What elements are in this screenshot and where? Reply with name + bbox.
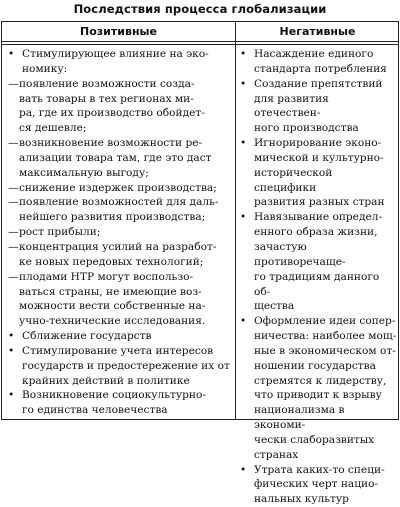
bullet-marker: • bbox=[240, 77, 247, 90]
dash-marker: — bbox=[8, 270, 19, 283]
positive-subitem-text: появление возможности созда- вать товары в тех регионах ми- ра, где их производство обойдет- ся дешевле; bbox=[19, 77, 205, 135]
positive-subitem bbox=[8, 225, 234, 240]
header-rule-bottom bbox=[2, 44, 398, 45]
positive-subitem-text: появление возможностей для даль- нейшего развития производства; bbox=[19, 196, 219, 224]
bullet-marker: • bbox=[240, 48, 247, 60]
dash-marker: — bbox=[8, 181, 19, 194]
header-rule-top bbox=[2, 41, 398, 42]
positive-item-text: Возникновение социокультурно- го единства человечества bbox=[22, 389, 206, 417]
negative-item-text: Игнорирование эконо- мической и культурно- исторической специфики развития разных стран bbox=[254, 137, 385, 209]
dash-marker: — bbox=[8, 137, 19, 150]
positive-subitem-text: плодами НТР могут воспользо- ваться страны, не имеющие воз- можности вести собственные на- учно-технические исследования. bbox=[19, 270, 206, 328]
positive-subitem bbox=[8, 136, 234, 181]
positive-subitem bbox=[8, 181, 234, 196]
negative-item bbox=[240, 47, 397, 77]
positive-subitem bbox=[8, 195, 234, 225]
bullet-marker: • bbox=[8, 330, 15, 343]
positive-item bbox=[8, 344, 234, 389]
negative-item-text: Навязывание определ- енного образа жизни, зачастую противоречаще- го традициям данного об- щества bbox=[254, 211, 383, 313]
bullet-marker: • bbox=[8, 48, 15, 60]
bullet-marker: • bbox=[240, 211, 247, 224]
dash-marker: — bbox=[8, 196, 19, 209]
globalization-table bbox=[1, 21, 399, 506]
page-title: Последствия процесса глобализации bbox=[73, 2, 327, 16]
positive-column bbox=[8, 47, 234, 418]
bullet-marker: • bbox=[240, 463, 247, 476]
dash-marker: — bbox=[8, 77, 19, 90]
positive-subitem bbox=[8, 270, 234, 329]
positive-subitem bbox=[8, 240, 234, 270]
positive-item bbox=[8, 47, 234, 77]
column-divider bbox=[235, 22, 236, 419]
bullet-marker: • bbox=[240, 315, 247, 328]
positive-item-text: Стимулирующее влияние на эко- номику: bbox=[22, 48, 209, 75]
bullet-marker: • bbox=[8, 389, 15, 402]
negative-item-text: Оформление идеи сопер- ничества: наиболее мощ- ные в экономическом от- ношении государства стремятся к лидерству, что приводит к взрыву национализма в экономи- чески слаборазвитых странах bbox=[254, 315, 397, 461]
negative-item bbox=[240, 136, 397, 210]
positive-subitem-text: снижение издержек производства; bbox=[19, 181, 217, 194]
negative-item-text: Утрата каких-то специ- фических черт нацио- нальных культур bbox=[254, 463, 385, 506]
positive-subitem-text: рост прибыли; bbox=[19, 226, 101, 239]
negative-item bbox=[240, 314, 397, 462]
positive-item bbox=[8, 329, 234, 344]
positive-item bbox=[8, 388, 234, 418]
positive-item-text: Сближение государств bbox=[22, 330, 152, 343]
dash-marker: — bbox=[8, 240, 19, 253]
positive-subitem-text: концентрация усилий на разработ- ке новых передовых технологий; bbox=[19, 240, 217, 268]
negative-item-text: Насаждение единого стандарта потребления bbox=[254, 48, 387, 75]
column-header-negative: Негативные bbox=[279, 25, 356, 38]
bullet-marker: • bbox=[8, 344, 15, 357]
dash-marker: — bbox=[8, 226, 19, 239]
negative-column bbox=[240, 47, 397, 507]
positive-subitem bbox=[8, 77, 234, 136]
positive-item-text: Стимулирование учета интересов государств и предостережение их от крайних действий в политике bbox=[22, 344, 230, 387]
negative-item-text: Создание препятствий для развития отечествен- ного производства bbox=[254, 77, 383, 135]
column-header-positive: Позитивные bbox=[80, 25, 157, 38]
positive-subitem-text: возникновение возможности ре- ализации товара там, где это даст максимальную выгоду; bbox=[19, 137, 212, 179]
bullet-marker: • bbox=[240, 137, 247, 150]
negative-item bbox=[240, 210, 397, 314]
negative-item bbox=[240, 463, 397, 507]
negative-item bbox=[240, 77, 397, 136]
